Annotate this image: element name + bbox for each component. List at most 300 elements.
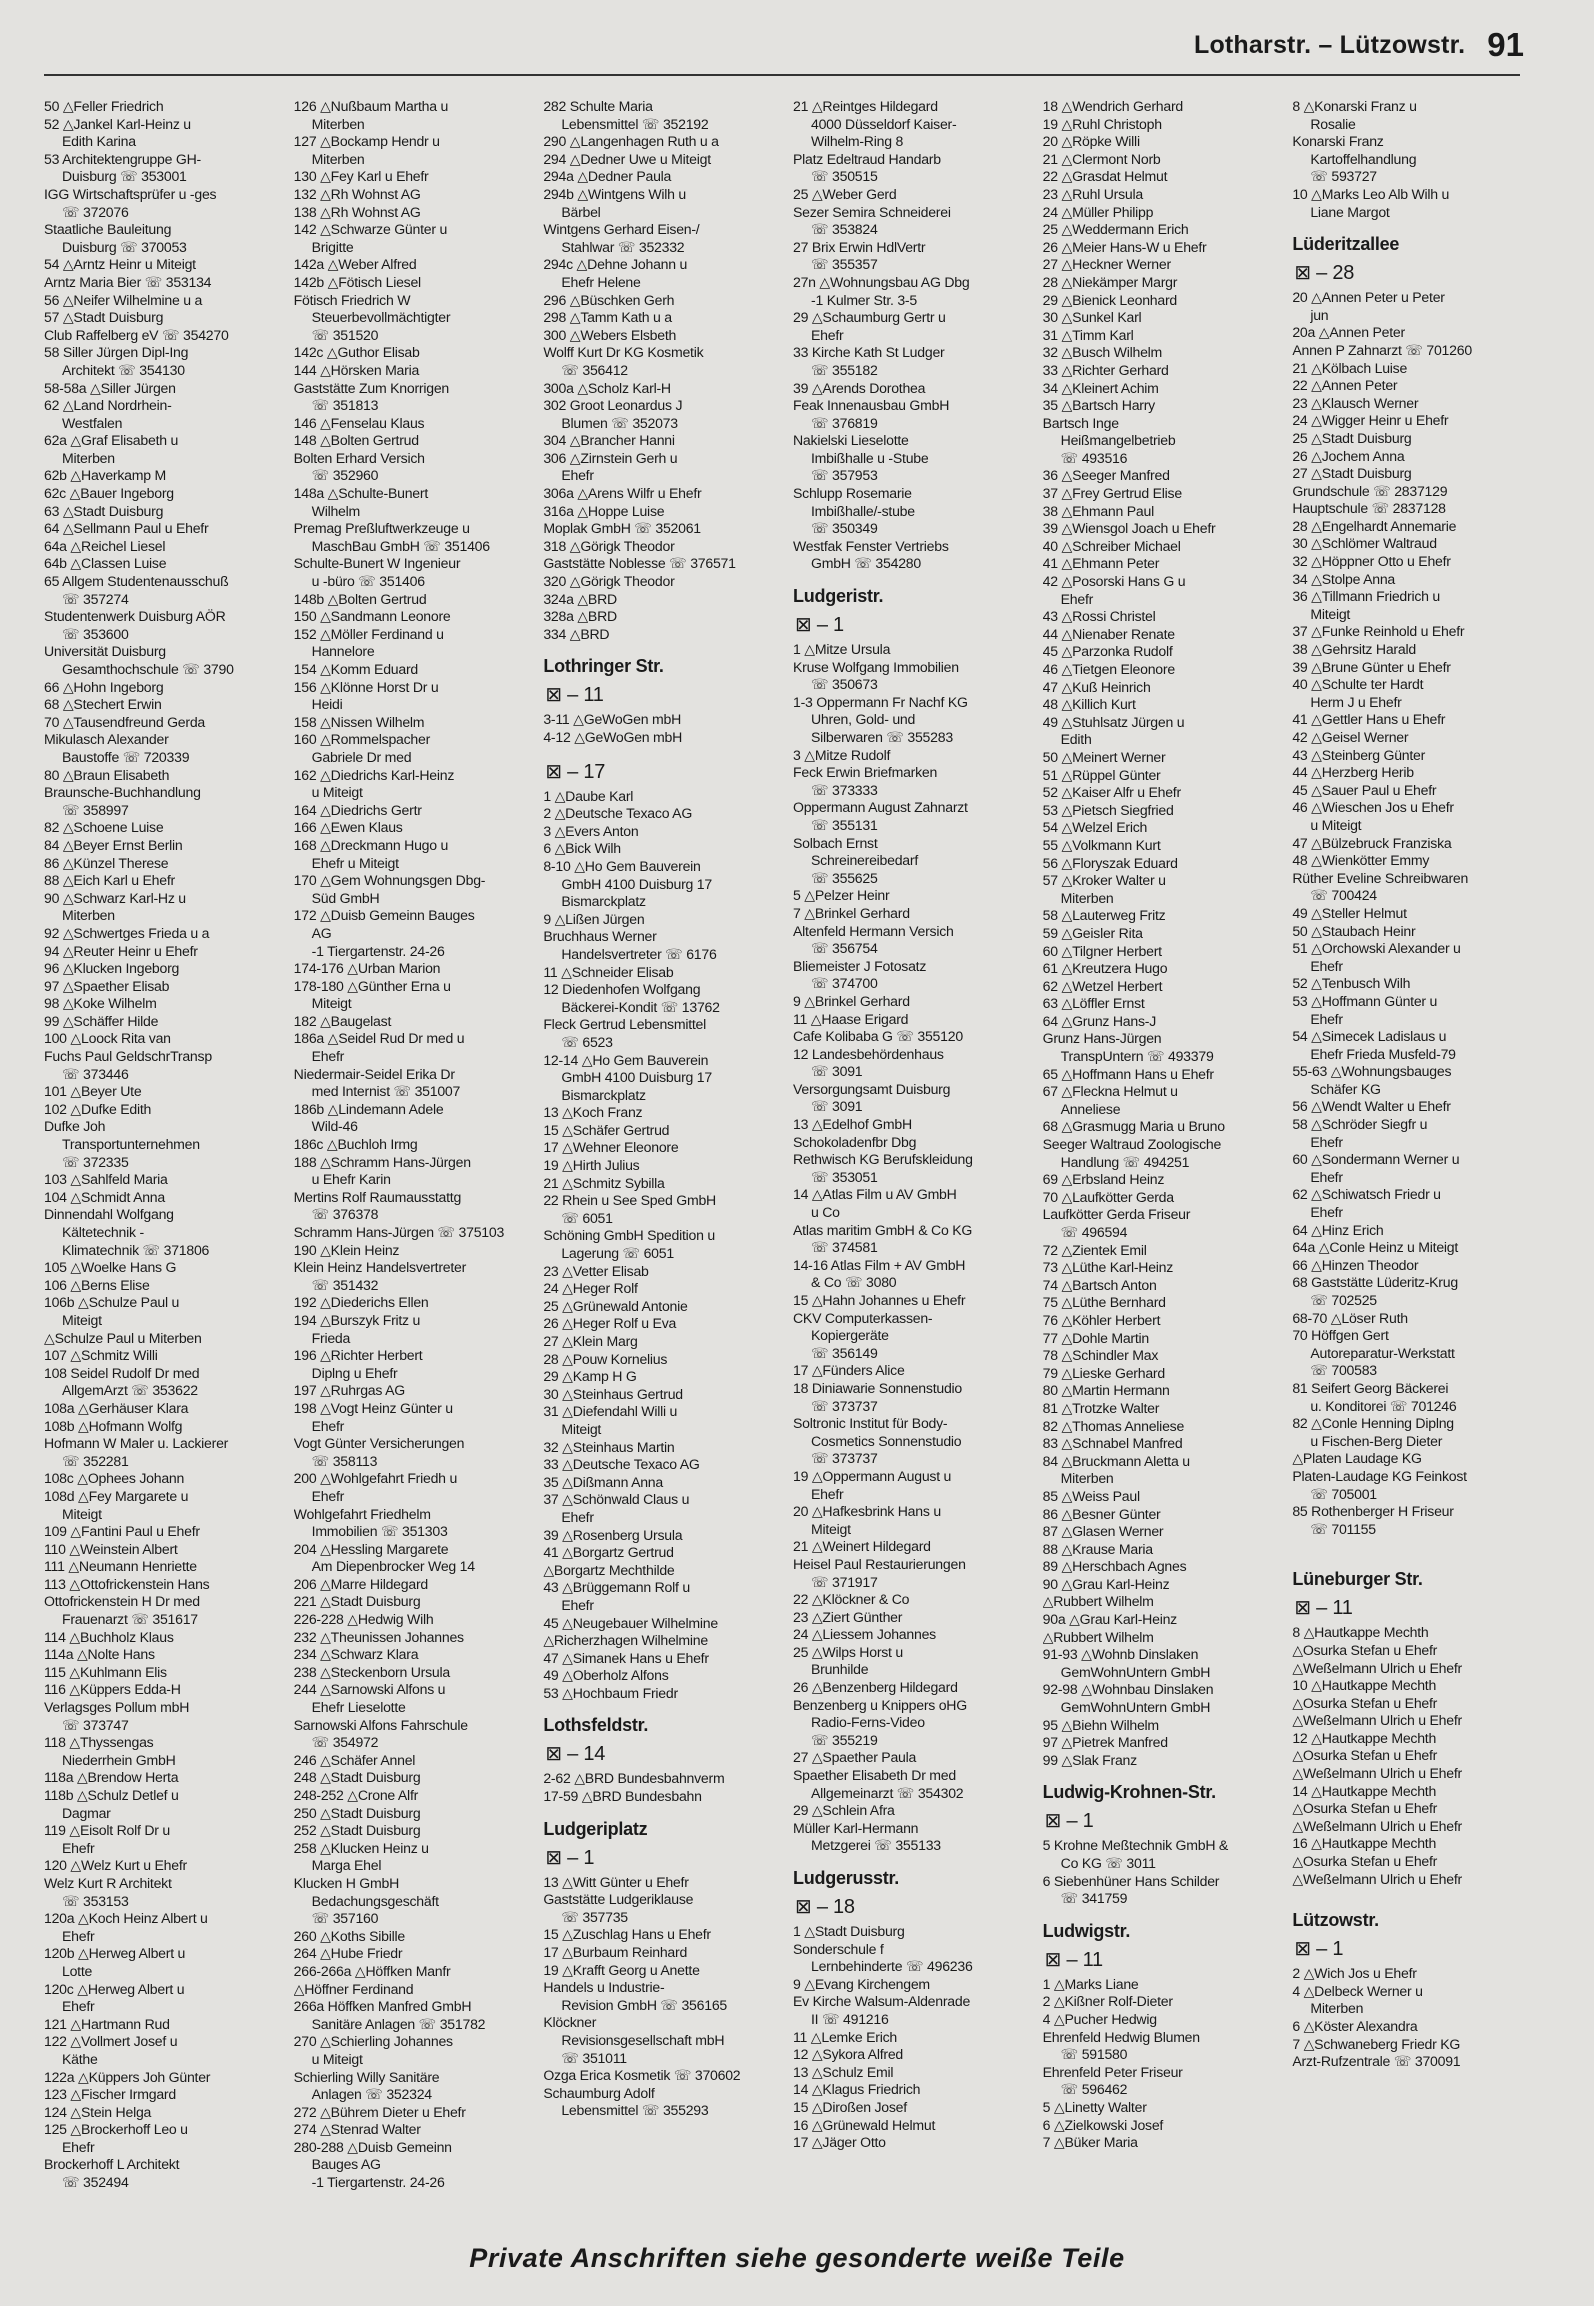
entry-line: 25 △Grünewald Antonie	[543, 1297, 688, 1314]
entry-line: 104 △Schmidt Anna	[44, 1188, 165, 1205]
entry-continuation: Lebensmittel ☏ 352192	[561, 115, 709, 132]
entry-line: 29 △Schlein Afra	[793, 1802, 895, 1819]
entry-line: 53 △Hoffmann Günter u	[1292, 992, 1438, 1009]
entry-continuation: ☏ 352494	[62, 2174, 129, 2191]
entry-continuation: Imbißhalle/-stube	[811, 502, 915, 519]
entry-line: 33 △Deutsche Texaco AG	[543, 1456, 700, 1473]
entry-line: 17-59 △BRD Bundesbahn	[543, 1788, 702, 1805]
entry-continuation: ☏ 373446	[62, 1065, 129, 1082]
entry-line: Atlas maritim GmbH & Co KG	[793, 1221, 973, 1238]
entry-line: Seeger Waltraud Zoologische	[1042, 1136, 1222, 1153]
entry-continuation: ☏ 357160	[311, 1910, 379, 1927]
entry-line: 78 △Schindler Max	[1042, 1347, 1159, 1364]
entry-line: 274 △Stenrad Walter	[293, 2121, 421, 2138]
entry-line: 15 △Diroßen Josef	[793, 2098, 907, 2115]
entry-continuation: Hannelore	[311, 643, 375, 660]
entry-continuation: Miteigt	[561, 1420, 602, 1437]
entry-line: 300 △Webers Elsbeth	[543, 326, 677, 343]
entry-line: 27n △Wohnungsbau AG Dbg	[793, 273, 970, 290]
entry-continuation: ☏ 3091	[811, 1098, 863, 1115]
entry-line: Bliemeister J Fotosatz	[793, 957, 927, 974]
entry-line: 16 △Hautkappe Mechth	[1292, 1835, 1437, 1852]
entry-line: Rethwisch KG Berufskleidung	[793, 1151, 973, 1168]
entry-line: 2 △Kißner Rolf-Dieter	[1042, 1993, 1173, 2010]
entry-line: Soltronic Institut für Body-	[793, 1415, 948, 1432]
entry-continuation: ☏ 357274	[62, 590, 129, 607]
entry-line: 3 △Mitze Rudolf	[793, 746, 891, 763]
entry-line: 17 △Burbaum Reinhard	[543, 1944, 688, 1961]
entry-continuation: Ehefr u Miteigt	[311, 854, 399, 871]
entry-line: 142b △Fötisch Liesel	[293, 273, 421, 290]
entry-line: Ottofrickenstein H Dr med	[44, 1593, 200, 1610]
entry-line: 101 △Beyer Ute	[44, 1083, 142, 1100]
entry-line: 11 △Haase Erigard	[793, 1010, 909, 1027]
entry-line: 20a △Annen Peter	[1292, 324, 1405, 341]
entry-line: 182 △Baugelast	[293, 1012, 392, 1029]
entry-line: 4 △Pucher Hedwig	[1042, 2010, 1157, 2027]
entry-line: 27 △Heckner Werner	[1042, 256, 1171, 273]
entry-line: Vogt Günter Versicherungen	[293, 1435, 465, 1452]
entry-line: 50 △Feller Friedrich	[44, 98, 164, 114]
entry-line: 82 △Conle Henning Diplng	[1292, 1415, 1454, 1432]
entry-line: 122 △Vollmert Josef u	[44, 2033, 178, 2050]
entry-line: Feck Erwin Briefmarken	[793, 764, 938, 781]
entry-line: 94 △Reuter Heinr u Ehefr	[44, 942, 198, 959]
street-heading: Ludgerusstr.	[793, 1868, 900, 1888]
entry-continuation: Anlagen ☏ 352324	[311, 2086, 432, 2103]
entry-line: 290 △Langenhagen Ruth u a	[543, 133, 719, 150]
entry-continuation: ☏ 350673	[811, 676, 878, 693]
postal-district: ⊠ – 11	[545, 684, 604, 707]
entry-line: Ev Kirche Walsum-Aldenrade	[793, 1993, 971, 2010]
entry-line: 62 △Schiwatsch Friedr u	[1292, 1186, 1441, 1203]
entry-line: 226-228 △Hedwig Wilh	[293, 1611, 434, 1628]
entry-continuation: Marga Ehel	[311, 1857, 382, 1874]
entry-line: 206 △Marre Hildegard	[293, 1575, 428, 1592]
entry-line: 8 △Hautkappe Mechth	[1292, 1624, 1429, 1641]
entry-line: Moplak GmbH ☏ 352061	[543, 520, 701, 537]
entry-line: CKV Computerkassen-	[793, 1309, 933, 1326]
entry-line: 166 △Ewen Klaus	[293, 819, 403, 836]
entry-continuation: u Miteigt	[311, 2050, 363, 2067]
entry-continuation: Kopiergeräte	[811, 1327, 889, 1344]
entry-line: Wintgens Gerhard Eisen-/	[543, 221, 700, 238]
entry-line: Welz Kurt R Architekt	[44, 1874, 172, 1891]
entry-continuation: Immobilien ☏ 351303	[311, 1523, 448, 1540]
entry-line: 6 △Köster Alexandra	[1292, 2018, 1418, 2034]
entry-line: Dufke Joh	[44, 1118, 106, 1135]
entry-line: 69 △Erbsland Heinz	[1042, 1171, 1165, 1188]
entry-line: 47 △Bülzebruck Franziska	[1292, 834, 1452, 851]
entry-line: 91-93 △Wohnb Dinslaken	[1042, 1646, 1199, 1663]
entry-line: 97 △Spaether Elisab	[44, 977, 170, 994]
entry-line: 80 △Braun Elisabeth	[44, 766, 170, 783]
entry-line: 302 Groot Leonardus J	[543, 397, 683, 414]
entry-line: 11 △Schneider Elisab	[543, 963, 674, 980]
entry-line: Staatliche Bauleitung	[44, 221, 172, 238]
entry-line: 12 Diedenhofen Wolfgang	[543, 981, 701, 998]
entry-continuation: GmbH 4100 Duisburg 17	[561, 875, 712, 892]
entry-continuation: ☏ 356149	[811, 1344, 878, 1361]
entry-line: 17 △Jäger Otto	[793, 2134, 886, 2151]
entry-line: Universität Duisburg	[44, 643, 166, 660]
entry-line: 68-70 △Löser Ruth	[1292, 1309, 1408, 1326]
entry-continuation: Ehefr	[561, 1596, 594, 1613]
entry-line: Arntz Maria Bier ☏ 353134	[44, 273, 212, 290]
entry-line: 122a △Küppers Joh Günter	[44, 2068, 211, 2085]
entry-line: 21 △Weinert Hildegard	[793, 1538, 931, 1555]
entry-line: 10 △Hautkappe Mechth	[1292, 1677, 1437, 1694]
entry-line: 260 △Koths Sibille	[293, 1927, 405, 1944]
entry-line: 238 △Steckenborn Ursula	[293, 1663, 450, 1680]
entry-continuation: Ehefr	[62, 1927, 95, 1944]
entry-continuation: u Miteigt	[1310, 816, 1362, 833]
entry-line: Spaether Elisabeth Dr med	[793, 1767, 956, 1784]
entry-line: 20 △Röpke Willi	[1042, 133, 1140, 150]
entry-line: 21 △Reintges Hildegard	[793, 98, 938, 114]
entry-line: 152 △Möller Ferdinand u	[293, 625, 444, 642]
entry-line: 294 △Dedner Uwe u Miteigt	[543, 150, 711, 167]
entry-line: 197 △Ruhrgas AG	[293, 1382, 405, 1399]
entry-line: 170 △Gem Wohnungsgen Dbg-	[293, 872, 486, 889]
entry-continuation: ☏ 341759	[1060, 1890, 1128, 1907]
entry-line: 55-63 △Wohnungsbauges	[1292, 1063, 1452, 1080]
street-heading: Ludwig-Krohnen-Str.	[1042, 1782, 1216, 1803]
entry-line: Ehrenfeld Peter Friseur	[1042, 2063, 1183, 2080]
entry-line: △Osurka Stefan u Ehefr	[1292, 1641, 1438, 1658]
entry-line: Bartsch Inge	[1042, 414, 1119, 431]
entry-line: 39 △Arends Dorothea	[793, 379, 926, 396]
entry-line: 56 △Wendt Walter u Ehefr	[1292, 1098, 1451, 1115]
entry-line: 21 △Clermont Norb	[1042, 150, 1161, 167]
entry-line: 50 △Meinert Werner	[1042, 748, 1166, 765]
entry-line: 84 △Bruckmann Aletta u	[1042, 1452, 1190, 1469]
entry-line: 24 △Müller Philipp	[1042, 203, 1154, 220]
entry-line: 24 △Heger Rolf	[543, 1280, 638, 1297]
entry-line: 150 △Sandmann Leonore	[293, 608, 451, 625]
entry-line: Sezer Semira Schneiderei	[793, 203, 951, 220]
entry-continuation: Blumen ☏ 352073	[561, 414, 678, 431]
entry-line: 22 Rhein u See Sped GmbH	[543, 1192, 716, 1209]
entry-line: 7 △Büker Maria	[1042, 2134, 1138, 2151]
entry-line: 232 △Theunissen Johannes	[293, 1628, 464, 1645]
entry-continuation: Autoreparatur-Werkstatt	[1310, 1344, 1455, 1361]
entry-line: 16 △Grünewald Helmut	[793, 2116, 936, 2133]
entry-continuation: GemWohnUntern GmbH	[1060, 1663, 1211, 1680]
entry-line: 5 △Linetty Walter	[1042, 2098, 1147, 2115]
entry-line: 89 △Herschbach Agnes	[1042, 1558, 1187, 1575]
entry-continuation: Rosalie	[1310, 115, 1356, 132]
entry-line: 17 △Wehner Eleonore	[543, 1139, 679, 1156]
entry-line: 52 △Tenbusch Wilh	[1292, 975, 1411, 992]
entry-line: 114a △Nolte Hans	[44, 1646, 155, 1663]
entry-line: 123 △Fischer Irmgard	[44, 2086, 176, 2103]
entry-line: 100 △Loock Rita van	[44, 1030, 171, 1047]
entry-line: △Rubbert Wilhelm	[1042, 1628, 1154, 1645]
entry-line: Platz Edeltraud Handarb	[793, 150, 941, 167]
entry-line: 2-62 △BRD Bundesbahnverm	[543, 1770, 725, 1787]
entry-line: △Osurka Stefan u Ehefr	[1292, 1800, 1438, 1817]
entry-line: 33 △Richter Gerhard	[1042, 361, 1169, 378]
entry-continuation: Brunhilde	[811, 1661, 869, 1678]
entry-line: 324a △BRD	[543, 590, 617, 607]
entry-line: 62b △Haverkamp M	[44, 467, 166, 484]
entry-line: 50 △Staubach Heinr	[1292, 922, 1416, 939]
entry-line: 105 △Woelke Hans G	[44, 1259, 177, 1276]
entry-continuation: ☏ 700424	[1310, 887, 1377, 904]
postal-district: ⊠ – 1	[1294, 1938, 1344, 1961]
entry-continuation: ☏ 700583	[1310, 1362, 1377, 1379]
entry-line: 250 △Stadt Duisburg	[293, 1804, 421, 1821]
entry-line: 38 △Ehmann Paul	[1042, 502, 1154, 519]
entry-line: 35 △Dißmann Anna	[543, 1473, 663, 1490]
entry-line: Studentenwerk Duisburg AÖR	[44, 608, 226, 625]
entry-line: 49 △Steller Helmut	[1292, 904, 1407, 921]
entry-line: 60 △Sondermann Werner u	[1292, 1151, 1460, 1168]
entry-line: 54 △Simecek Ladislaus u	[1292, 1028, 1447, 1045]
entry-line: Versorgungsamt Duisburg	[793, 1080, 951, 1097]
entry-line: △Schulze Paul u Miterben	[44, 1329, 202, 1346]
entry-line: 282 Schulte Maria	[543, 98, 653, 114]
entry-line: 258 △Klucken Heinz u	[293, 1839, 429, 1856]
entry-line: 70 Höffgen Gert	[1292, 1327, 1389, 1344]
entry-continuation: Lagerung ☏ 6051	[561, 1245, 674, 1262]
entry-line: Annen P Zahnarzt ☏ 701260	[1292, 341, 1472, 358]
entry-line: Grundschule ☏ 2837129	[1292, 482, 1448, 499]
entry-continuation: ☏ 355357	[811, 256, 878, 273]
entry-line: 66 △Hohn Ingeborg	[44, 678, 164, 695]
entry-line: 186c △Buchloh Irmg	[293, 1136, 418, 1153]
entry-continuation: Revision GmbH ☏ 356165	[561, 1996, 727, 2013]
entry-continuation: Duisburg ☏ 370053	[62, 238, 187, 255]
entry-continuation: Ehefr	[311, 1048, 345, 1065]
entry-continuation: ☏ 593727	[1310, 168, 1377, 185]
entry-line: 70 △Tausendfreund Gerda	[44, 713, 206, 730]
entry-continuation: Cosmetics Sonnenstudio	[811, 1432, 962, 1449]
entry-line: 70 △Laufkötter Gerda	[1042, 1188, 1174, 1205]
entry-line: 109 △Fantini Paul u Ehefr	[44, 1523, 200, 1540]
entry-continuation: Edith	[1060, 731, 1092, 748]
entry-line: 81 Seifert Georg Bäckerei	[1292, 1379, 1449, 1396]
entry-line: 32 △Höppner Otto u Ehefr	[1292, 553, 1451, 570]
entry-line: 37 △Frey Gertrud Elise	[1042, 485, 1182, 502]
entry-continuation: ☏ 6523	[561, 1033, 613, 1050]
entry-line: Rüther Eveline Schreibwaren	[1292, 869, 1469, 886]
entry-line: 96 △Klucken Ingeborg	[44, 960, 180, 977]
entry-line: Heisel Paul Restaurierungen	[793, 1555, 966, 1572]
entry-line: 58 Siller Jürgen Dipl-Ing	[44, 344, 189, 361]
entry-line: 2 △Wich Jos u Ehefr	[1292, 1965, 1417, 1982]
entry-line: 280-288 △Duisb Gemeinn	[293, 2138, 452, 2155]
entry-continuation: Brigitte	[311, 238, 354, 255]
entry-continuation: ☏ 596462	[1060, 2081, 1128, 2098]
entry-line: 5 Krohne Meßtechnik GmbH &	[1042, 1837, 1229, 1854]
entry-line: 1-3 Oppermann Fr Nachf KG	[793, 693, 968, 710]
entry-line: 156 △Klönne Horst Dr u	[293, 678, 439, 695]
entry-line: 272 △Bührem Dieter u Ehefr	[293, 2103, 466, 2120]
entry-line: 115 △Kuhlmann Elis	[44, 1663, 167, 1680]
entry-line: 158 △Nissen Wilhelm	[293, 713, 425, 730]
entry-line: 334 △BRD	[543, 625, 610, 642]
entry-line: 51 △Rüppel Günter	[1042, 766, 1161, 783]
entry-line: Schaumburg Adolf	[543, 2084, 655, 2101]
entry-continuation: ☏ 372076	[62, 203, 129, 220]
entry-line: 39 △Brune Günter u Ehefr	[1292, 658, 1451, 675]
entry-line: 82 △Schoene Luise	[44, 819, 164, 836]
entry-continuation: Bismarckplatz	[561, 893, 646, 910]
entry-continuation: Lernbehinderte ☏ 496236	[811, 1958, 973, 1975]
entry-line: 19 △Krafft Georg u Anette	[543, 1961, 700, 1978]
entry-continuation: Revisionsgesellschaft mbH	[561, 2032, 725, 2048]
entry-continuation: ☏ 373333	[811, 781, 878, 798]
entry-line: Premag Preßluftwerkzeuge u	[293, 520, 470, 537]
entry-line: 234 △Schwarz Klara	[293, 1646, 419, 1663]
column-4	[793, 98, 1021, 2220]
entry-continuation: Kältetechnik -	[62, 1224, 144, 1240]
entry-line: 18 △Wendrich Gerhard	[1042, 98, 1183, 114]
entry-line: 26 △Jochem Anna	[1292, 447, 1405, 464]
entry-continuation: ☏ 355182	[811, 361, 878, 378]
entry-continuation: ☏ 373737	[811, 1450, 878, 1467]
entry-line: 15 △Zuschlag Hans u Ehefr	[543, 1926, 711, 1943]
entry-line: 9 △Brinkel Gerhard	[793, 992, 910, 1009]
entry-line: 118a △Brendow Herta	[44, 1769, 179, 1786]
entry-line: 40 △Schulte ter Hardt	[1292, 676, 1424, 693]
spacer	[1292, 1547, 1520, 1556]
entry-line: △Höffner Ferdinand	[293, 1980, 414, 1997]
entry-line: 98 △Koke Wilhelm	[44, 995, 157, 1012]
entry-continuation: Lotte	[62, 1962, 93, 1979]
postal-district: ⊠ – 1	[795, 614, 844, 637]
entry-line: 75 △Lüthe Bernhard	[1042, 1294, 1166, 1311]
entry-line: 5 △Pelzer Heinr	[793, 887, 890, 904]
entry-line: 44 △Herzberg Herib	[1292, 764, 1414, 781]
entry-line: 67 △Fleckna Helmut u	[1042, 1083, 1178, 1100]
entry-line: 294b △Wintgens Wilh u	[543, 185, 687, 202]
entry-line: 43 △Brüggemann Rolf u	[543, 1579, 690, 1596]
entry-line: 61 △Kreutzera Hugo	[1042, 960, 1168, 977]
entry-line: 13 △Koch Franz	[543, 1104, 643, 1121]
entry-line: 130 △Fey Karl u Ehefr	[293, 168, 429, 185]
entry-continuation: Transportunternehmen	[62, 1136, 200, 1153]
entry-line: 22 △Klöckner & Co	[793, 1591, 910, 1608]
entry-line: 77 △Dohle Martin	[1042, 1329, 1149, 1346]
entry-line: Gaststätte Noblesse ☏ 376571	[543, 555, 736, 572]
postal-district: ⊠ – 14	[545, 1743, 606, 1766]
entry-line: 47 △Kuß Heinrich	[1042, 678, 1151, 695]
entry-continuation: Miteigt	[811, 1520, 851, 1537]
entry-line: 106b △Schulze Paul u	[44, 1294, 180, 1311]
entry-continuation: ☏ 493516	[1060, 449, 1128, 466]
entry-line: 34 △Kleinert Achim	[1042, 379, 1159, 396]
entry-continuation: Miteigt	[1310, 605, 1351, 622]
entry-line: 266-266a △Höffken Manfr	[293, 1962, 451, 1979]
entry-line: 62 △Land Nordrhein-	[44, 397, 172, 414]
entry-continuation: MaschBau GmbH ☏ 351406	[311, 537, 490, 554]
entry-continuation: Ehefr	[311, 1417, 345, 1434]
entry-line: 26 △Heger Rolf u Eva	[543, 1315, 677, 1332]
entry-line: 68 △Grasmugg Maria u Bruno	[1042, 1118, 1225, 1135]
entry-line: 6 Siebenhüner Hans Schilder	[1042, 1872, 1220, 1889]
entry-continuation: ☏ 358113	[311, 1452, 378, 1469]
entry-line: 186b △Lindemann Adele	[293, 1100, 444, 1117]
entry-continuation: u. Konditorei ☏ 701246	[1310, 1397, 1457, 1414]
entry-continuation: Klimatechnik ☏ 371806	[62, 1241, 210, 1258]
entry-line: 12 Landesbehördenhaus	[793, 1045, 944, 1062]
entry-line: 27 △Klein Marg	[543, 1333, 638, 1349]
entry-line: Oppermann August Zahnarzt	[793, 799, 968, 816]
entry-line: 32 △Steinhaus Martin	[543, 1438, 675, 1455]
entry-line: △Richerzhagen Wilhelmine	[543, 1632, 708, 1649]
entry-line: 31 △Diefendahl Willi u	[543, 1403, 678, 1420]
entry-line: Bruchhaus Werner	[543, 928, 657, 945]
entry-continuation: Miterben	[62, 907, 115, 924]
entry-continuation: ☏ 351011	[561, 2049, 627, 2066]
entry-line: 113 △Ottofrickenstein Hans	[44, 1575, 210, 1592]
entry-continuation: ☏ 357953	[811, 467, 878, 484]
entry-line: 79 △Lieske Gerhard	[1042, 1364, 1165, 1381]
entry-line: 90a △Grau Karl-Heinz	[1042, 1611, 1177, 1628]
entry-line: 14 △Atlas Film u AV GmbH	[793, 1186, 957, 1203]
entry-line: 30 △Sunkel Karl	[1042, 309, 1142, 326]
postal-district: ⊠ – 11	[1294, 1597, 1353, 1620]
entry-line: 92-98 △Wohnbau Dinslaken	[1042, 1681, 1214, 1698]
entry-continuation: Bedachungsgeschäft	[311, 1892, 439, 1909]
entry-continuation: ☏ 351813	[311, 397, 379, 414]
entry-line: IGG Wirtschaftsprüfer u -ges	[44, 185, 217, 202]
entry-line: 13 △Witt Günter u Ehefr	[543, 1873, 689, 1890]
directory-columns	[44, 98, 1520, 2220]
entry-line: 58-58a △Siller Jürgen	[44, 379, 176, 396]
entry-line: △Osurka Stefan u Ehefr	[1292, 1747, 1438, 1764]
entry-line: Klucken H GmbH	[293, 1874, 400, 1891]
entry-continuation: -1 Tiergartenstr. 24-26	[311, 2174, 445, 2191]
entry-continuation: ☏ 496594	[1060, 1224, 1128, 1240]
entry-line: 148a △Schulte-Bunert	[293, 485, 428, 502]
entry-line: 43 △Steinberg Günter	[1292, 746, 1426, 763]
page-title: Lotharstr. – Lützowstr.	[1193, 30, 1466, 59]
entry-line: 266a Höffken Manfred GmbH	[293, 1998, 472, 2015]
column-2	[294, 98, 522, 2220]
entry-line: 58 △Schröder Siegfr u	[1292, 1116, 1428, 1133]
entry-line: Club Raffelberg eV ☏ 354270	[44, 326, 229, 343]
entry-line: Verlagsges Pollum mbH	[44, 1699, 190, 1716]
entry-line: 119 △Eisolt Rolf Dr u	[44, 1822, 170, 1839]
entry-line: Wohlgefahrt Friedhelm	[293, 1505, 431, 1522]
entry-line: 22 △Grasdat Helmut	[1042, 168, 1168, 185]
entry-line: 60 △Tilgner Herbert	[1042, 942, 1162, 959]
entry-line: 178-180 △Günther Erna u	[293, 977, 451, 994]
entry-line: 6 △Bick Wilh	[543, 840, 621, 857]
entry-continuation: Ehefr	[311, 1487, 345, 1504]
entry-line: 56 △Neifer Wilhelmine u a	[44, 291, 203, 308]
entry-line: 306 △Zirnstein Gerh u	[543, 449, 678, 466]
entry-line: 154 △Komm Eduard	[293, 661, 419, 677]
entry-line: 87 △Glasen Werner	[1042, 1523, 1164, 1540]
entry-line: 138 △Rh Wohnst AG	[293, 203, 421, 220]
entry-line: 142a △Weber Alfred	[293, 256, 417, 273]
entry-line: Bolten Erhard Versich	[293, 449, 425, 466]
entry-line: 8 △Konarski Franz u	[1292, 98, 1417, 114]
entry-line: 168 △Dreckmann Hugo u	[293, 836, 449, 853]
entry-line: 54 △Arntz Heinr u Miteigt	[44, 256, 196, 273]
entry-line: Solbach Ernst	[793, 834, 878, 851]
entry-line: 38 △Gehrsitz Harald	[1292, 641, 1416, 658]
entry-line: 52 △Kaiser Alfr u Ehefr	[1042, 784, 1181, 801]
entry-line: 27 △Spaether Paula	[793, 1749, 917, 1766]
entry-line: 21 △Kölbach Luise	[1292, 359, 1408, 376]
entry-line: 294c △Dehne Johann u	[543, 256, 688, 273]
